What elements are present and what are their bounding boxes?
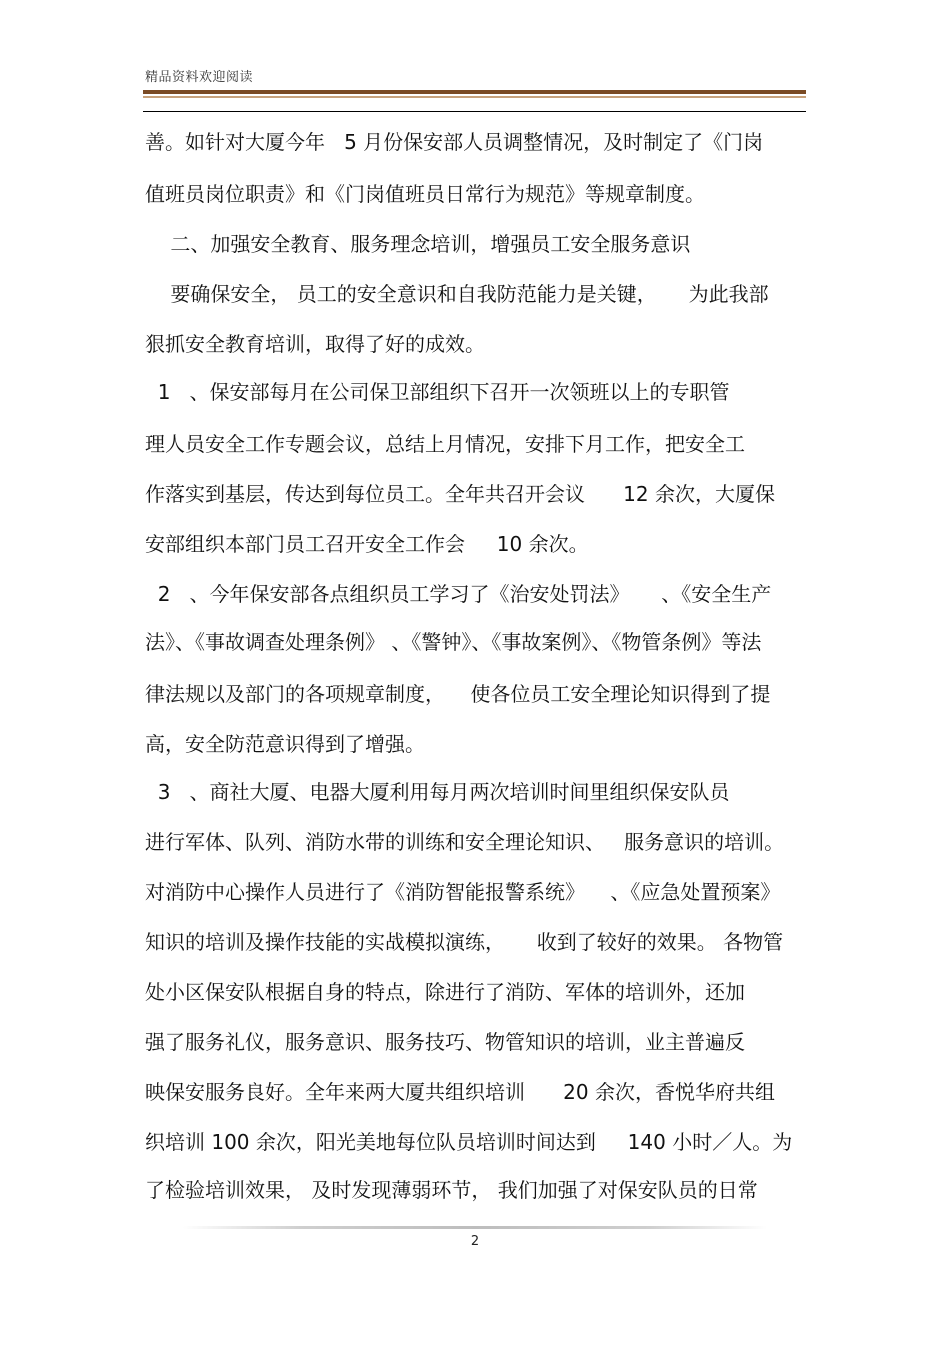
body-line: 知识的培训及操作技能的实战模拟演练， 收到了较好的效果。 各物管 [145, 930, 784, 954]
body-line: 善。如针对大厦今年 5 月份保安部人员调整情况，及时制定了《门岗 [145, 130, 764, 154]
body-line: 映保安服务良好。全年来两大厦共组织培训 20 余次，香悦华府共组 [145, 1080, 775, 1104]
body-line: 狠抓安全教育培训，取得了好的成效。 [145, 332, 485, 356]
body-line: 法》、《事故调查处理条例》 、《警钟》、《事故案例》、《物管条例》等法 [145, 630, 762, 654]
body-line: 理人员安全工作专题会议，总结上月情况，安排下月工作，把安全工 [145, 432, 745, 456]
footer-rule [183, 1226, 767, 1229]
body-line: 3 、商社大厦、电器大厦利用每月两次培训时间里组织保安队员 [145, 780, 730, 804]
body-line: 织培训 100 余次，阳光美地每位队员培训时间达到 140 小时／人。为 [145, 1130, 793, 1154]
body-line: 律法规以及部门的各项规章制度， 使各位员工安全理论知识得到了提 [145, 682, 771, 706]
body-line: 处小区保安队根据自身的特点，除进行了消防、军体的培训外，还加 [145, 980, 745, 1004]
body-line: 进行军体、队列、消防水带的训练和安全理论知识、 服务意识的培训。 [145, 830, 785, 854]
body-line: 安部组织本部门员工召开安全工作会 10 余次。 [145, 532, 589, 556]
body-line: 值班员岗位职责》和《门岗值班员日常行为规范》等规章制度。 [145, 182, 705, 206]
body-line: 强了服务礼仪，服务意识、服务技巧、物管知识的培训，业主普遍反 [145, 1030, 745, 1054]
page-number: 2 [470, 1234, 480, 1249]
header-rule-thin [143, 96, 806, 98]
body-line: 1 、保安部每月在公司保卫部组织下召开一次领班以上的专职管 [145, 380, 730, 404]
body-line: 二、加强安全教育、服务理念培训，增强员工安全服务意识 [145, 232, 691, 256]
body-line: 对消防中心操作人员进行了《消防智能报警系统》 、《应急处置预案》 [145, 880, 781, 904]
body-line: 了检验培训效果， 及时发现薄弱环节， 我们加强了对保安队员的日常 [145, 1178, 758, 1202]
body-line: 要确保安全， 员工的安全意识和自我防范能力是关键， 为此我部 [145, 282, 769, 306]
body-line: 高，安全防范意识得到了增强。 [145, 732, 425, 756]
body-line: 作落实到基层，传达到每位员工。全年共召开会议 12 余次，大厦保 [145, 482, 775, 506]
header-rule-thick [143, 90, 806, 94]
header-text: 精品资料欢迎阅读 [145, 70, 254, 85]
header-rule-black [143, 111, 806, 112]
body-line: 2 、今年保安部各点组织员工学习了《治安处罚法》 、《安全生产 [145, 582, 772, 606]
